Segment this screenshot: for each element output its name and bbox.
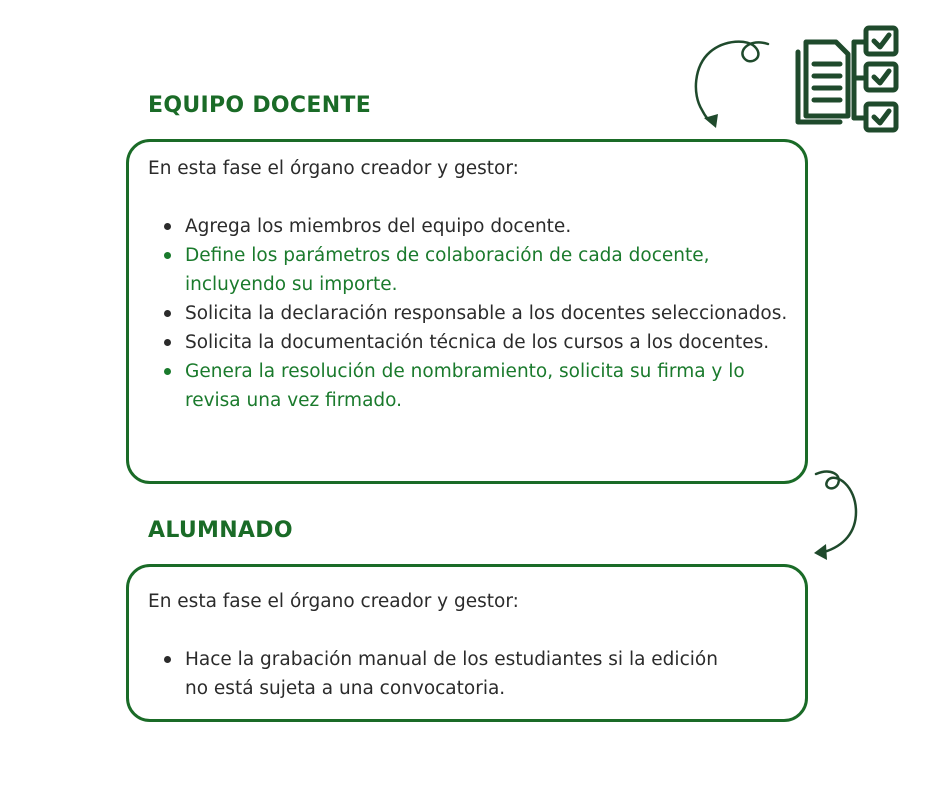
list-item	[185, 328, 795, 357]
equipo-docente-list	[148, 212, 795, 415]
list-item	[185, 241, 795, 299]
bullet-icon	[164, 252, 171, 259]
list-item-text: Solicita la declaración responsable a los docentes seleccionados.	[185, 303, 788, 324]
equipo-docente-box	[126, 139, 808, 484]
list-item-text: Hace la grabación manual de los estudiantes si la edición no está sujeta a una convocatoria.	[185, 649, 718, 699]
alumnado-intro: En esta fase el órgano creador y gestor:	[148, 591, 519, 612]
list-item-text: Agrega los miembros del equipo docente.	[185, 216, 572, 237]
list-item-text: Define los parámetros de colaboración de cada docente, incluyendo su importe.	[185, 245, 710, 295]
section-title-equipo-docente: EQUIPO DOCENTE	[148, 93, 372, 118]
list-item	[185, 212, 795, 241]
list-item	[185, 645, 745, 703]
alumnado-list	[148, 645, 745, 703]
curly-arrow-icon	[688, 36, 778, 136]
bullet-icon	[164, 223, 171, 230]
bullet-icon	[164, 310, 171, 317]
bullet-icon	[164, 339, 171, 346]
bullet-icon	[164, 656, 171, 663]
curly-arrow-icon	[810, 468, 866, 564]
list-item	[185, 299, 795, 328]
checklist-document-icon	[792, 22, 906, 136]
list-item-text: Solicita la documentación técnica de los cursos a los docentes.	[185, 332, 770, 353]
bullet-icon	[164, 368, 171, 375]
list-item-text: Genera la resolución de nombramiento, solicita su firma y lo revisa una vez firmado.	[185, 361, 745, 411]
alumnado-box	[126, 564, 808, 722]
list-item	[185, 357, 795, 415]
equipo-docente-intro: En esta fase el órgano creador y gestor:	[148, 158, 519, 179]
section-title-alumnado: ALUMNADO	[148, 518, 293, 543]
